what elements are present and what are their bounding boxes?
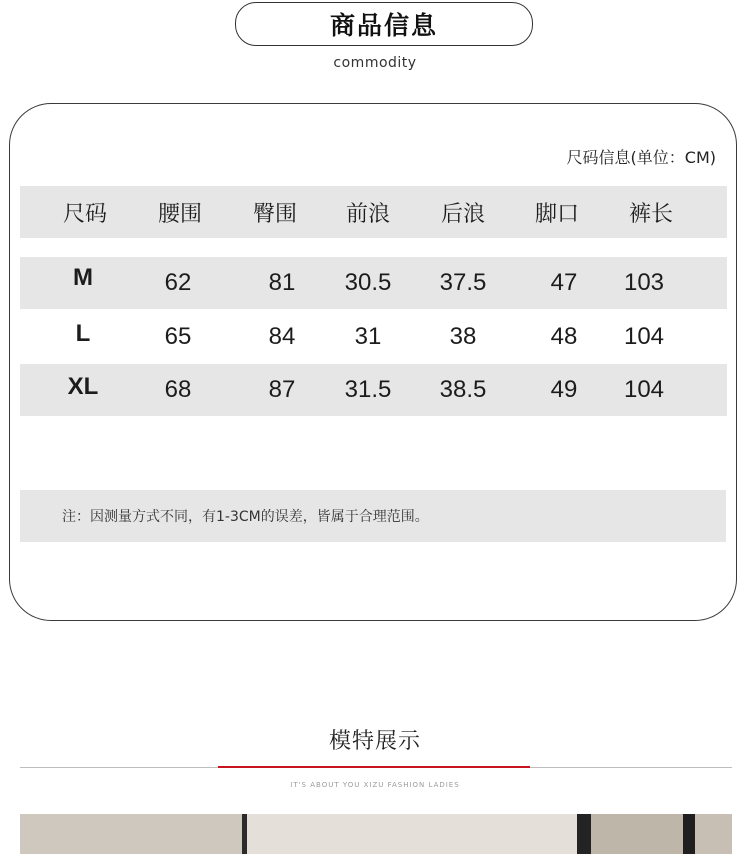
table-cell: 49 [550,376,578,403]
size-label: L [75,320,91,347]
model-section-title: 模特展示 [328,729,421,754]
table-row [20,257,727,309]
unit-note: 尺码信息(单位：CM) [566,148,716,167]
table-cell: 62 [164,269,192,296]
photo-post-right [683,814,695,854]
column-header: 前浪 [345,201,390,227]
measurement-note-text: 注：因测量方式不同，有1-3CM的误差，皆属于合理范围。 [62,509,429,525]
table-cell: 87 [268,376,296,403]
table-cell: 30.5 [344,269,392,296]
photo-far-right [695,814,732,854]
table-row [20,311,727,363]
table-cell: 31 [354,323,382,350]
photo-door [247,814,577,854]
column-header: 后浪 [440,201,485,227]
table-cell: 81 [268,269,296,296]
model-section-subtitle: IT'S ABOUT YOU XIZU FASHION LADIES [290,781,460,789]
page-subtitle: commodity [333,55,417,71]
table-cell: 84 [268,323,296,350]
column-header: 腰围 [157,201,202,227]
measurement-note [20,490,726,542]
table-cell: 38.5 [439,376,487,403]
column-header: 臀围 [252,201,297,227]
table-cell: 48 [550,323,578,350]
photo-door-frame-right [577,814,591,854]
size-label: XL [67,373,99,400]
column-header: 脚口 [534,201,579,227]
model-photo [20,814,732,854]
table-cell: 103 [623,269,665,296]
section-divider-accent [218,766,530,768]
table-header-row [20,186,727,238]
column-header: 裤长 [628,201,673,227]
photo-wall-right [591,814,683,854]
table-cell: 65 [164,323,192,350]
table-row [20,364,727,416]
table-cell: 31.5 [344,376,392,403]
table-cell: 104 [623,323,665,350]
page-title: 商品信息 [329,11,438,40]
table-cell: 38 [449,323,477,350]
table-cell: 47 [550,269,578,296]
section-title-pill [235,2,533,46]
table-cell: 37.5 [439,269,487,296]
column-header: 尺码 [62,201,107,227]
size-label: M [73,264,93,291]
table-cell: 104 [623,376,665,403]
table-cell: 68 [164,376,192,403]
photo-wall-left [20,814,242,854]
